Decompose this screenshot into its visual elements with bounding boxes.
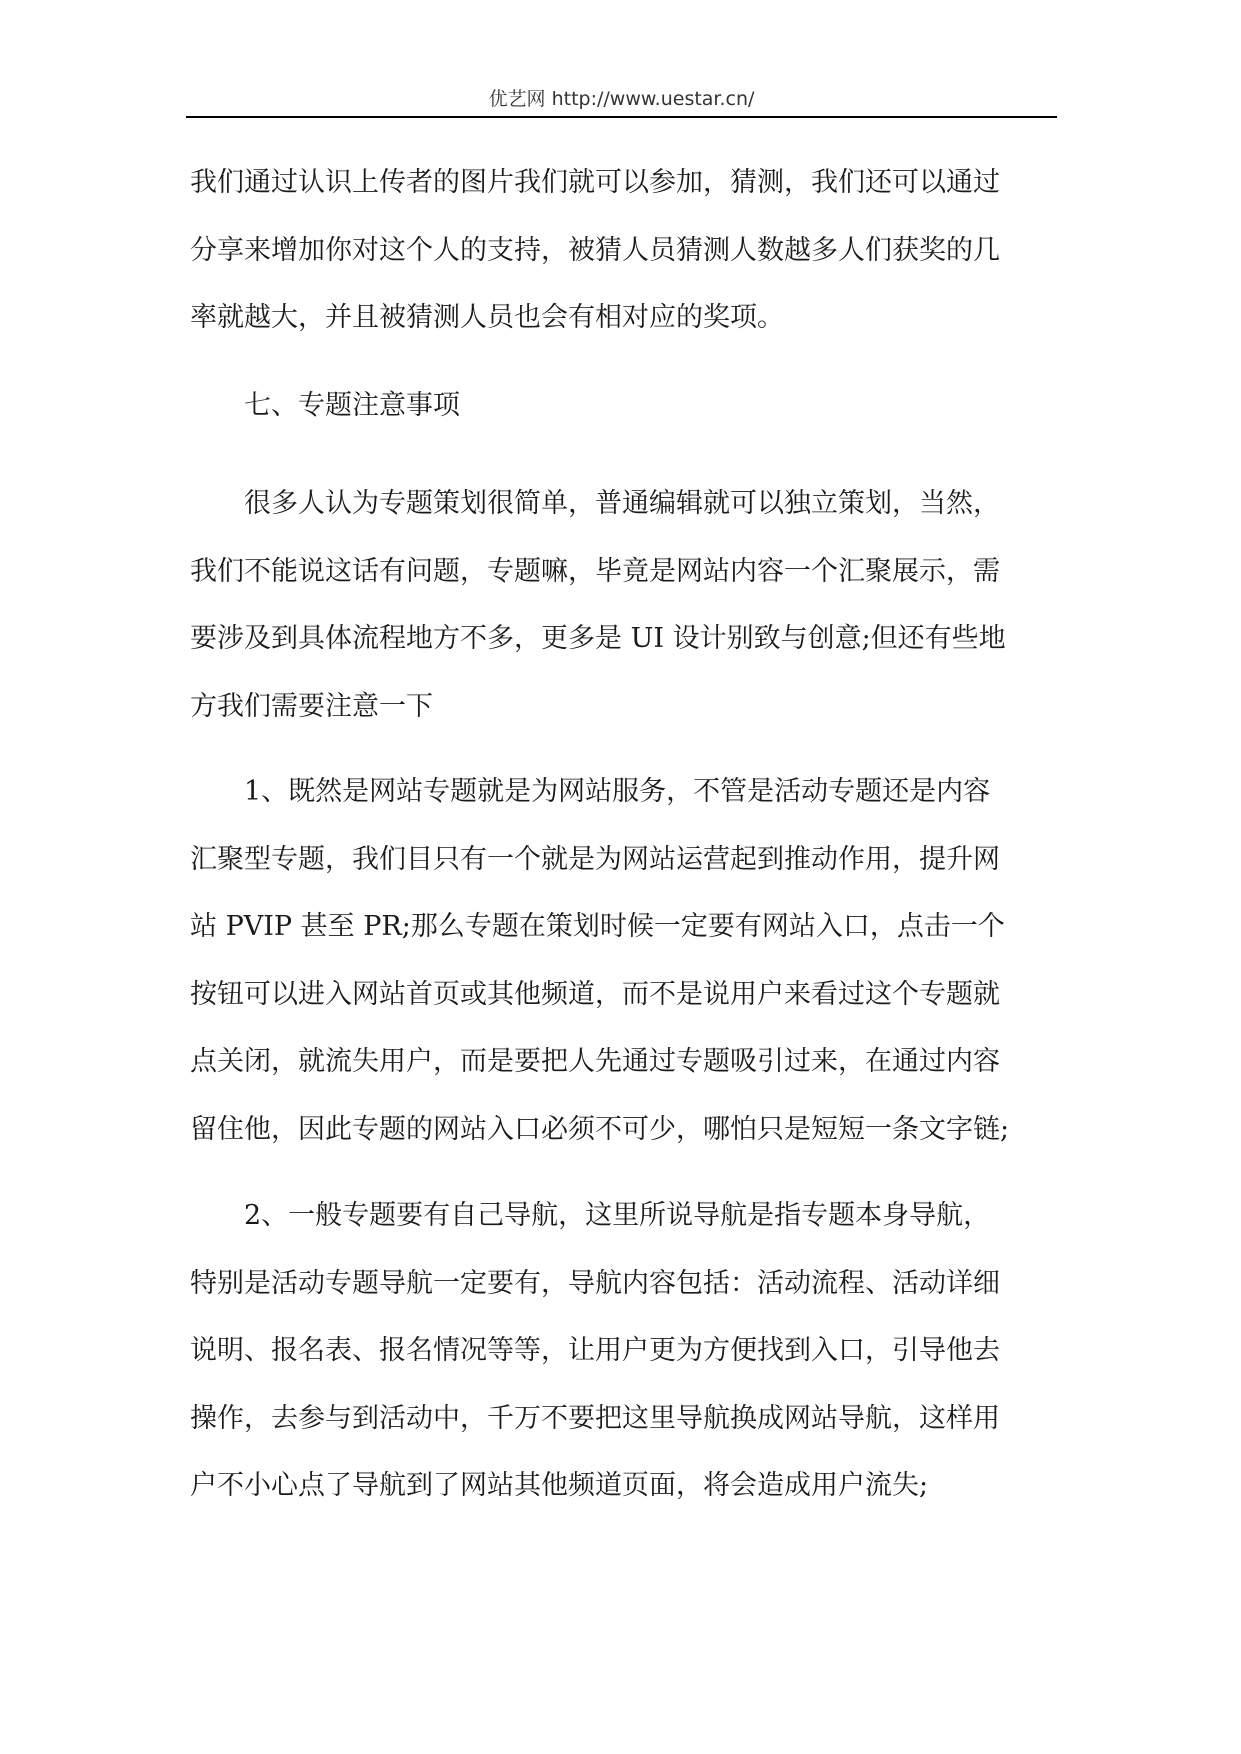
- text-line: 我们不能说这话有问题，专题嘛，毕竟是网站内容一个汇聚展示，需: [190, 555, 1000, 587]
- text-line: 七、专题注意事项: [190, 390, 460, 421]
- paragraph: [190, 758, 1056, 1163]
- header-site-name: 优艺网 http://www.uestar.cn/: [488, 88, 755, 110]
- text-line: 操作，去参与到活动中，千万不要把这里导航换成网站导航，这样用: [190, 1402, 1000, 1434]
- text-line: 我们通过认识上传者的图片我们就可以参加，猜测，我们还可以通过: [190, 167, 1000, 198]
- text-line: 很多人认为专题策划很简单，普通编辑就可以独立策划，当然，: [190, 488, 1000, 519]
- header-divider: [186, 116, 1057, 118]
- text-line: 按钮可以进入网站首页或其他频道，而不是说用户来看过这个专题就: [190, 978, 1000, 1010]
- text-line: 汇聚型专题，我们目只有一个就是为网站运营起到推动作用，提升网: [190, 843, 1000, 875]
- text-line: 率就越大，并且被猜测人员也会有相对应的奖项。: [190, 302, 784, 333]
- text-line: 站 PVIP 甚至 PR;那么专题在策划时候一定要有网站入口，点击一个: [190, 911, 1005, 942]
- text-line: 2、一般专题要有自己导航，这里所说导航是指专题本身导航，: [190, 1200, 991, 1231]
- page-header: [186, 86, 1057, 112]
- text-line: 说明、报名表、报名情况等等，让用户更为方便找到入口，引导他去: [190, 1335, 1000, 1366]
- text-line: 留住他，因此专题的网站入口必须不可少，哪怕只是短短一条文字链;: [190, 1113, 1010, 1145]
- text-line: 方我们需要注意一下: [190, 690, 433, 722]
- section-heading: [190, 372, 1056, 440]
- paragraph: [190, 1182, 1056, 1520]
- text-line: 1、既然是网站专题就是为网站服务，不管是活动专题还是内容: [190, 776, 991, 807]
- paragraph: [190, 149, 1056, 352]
- text-line: 要涉及到具体流程地方不多，更多是 UI 设计别致与创意;但还有些地: [190, 623, 1006, 654]
- text-line: 特别是活动专题导航一定要有，导航内容包括：活动流程、活动详细: [190, 1267, 1000, 1299]
- paragraph: [190, 470, 1056, 740]
- text-line: 分享来增加你对这个人的支持，被猜人员猜测人数越多人们获奖的几: [190, 234, 1000, 266]
- text-line: 点关闭，就流失用户，而是要把人先通过专题吸引过来，在通过内容: [190, 1046, 1000, 1077]
- text-line: 户不小心点了导航到了网站其他频道页面，将会造成用户流失;: [190, 1470, 929, 1501]
